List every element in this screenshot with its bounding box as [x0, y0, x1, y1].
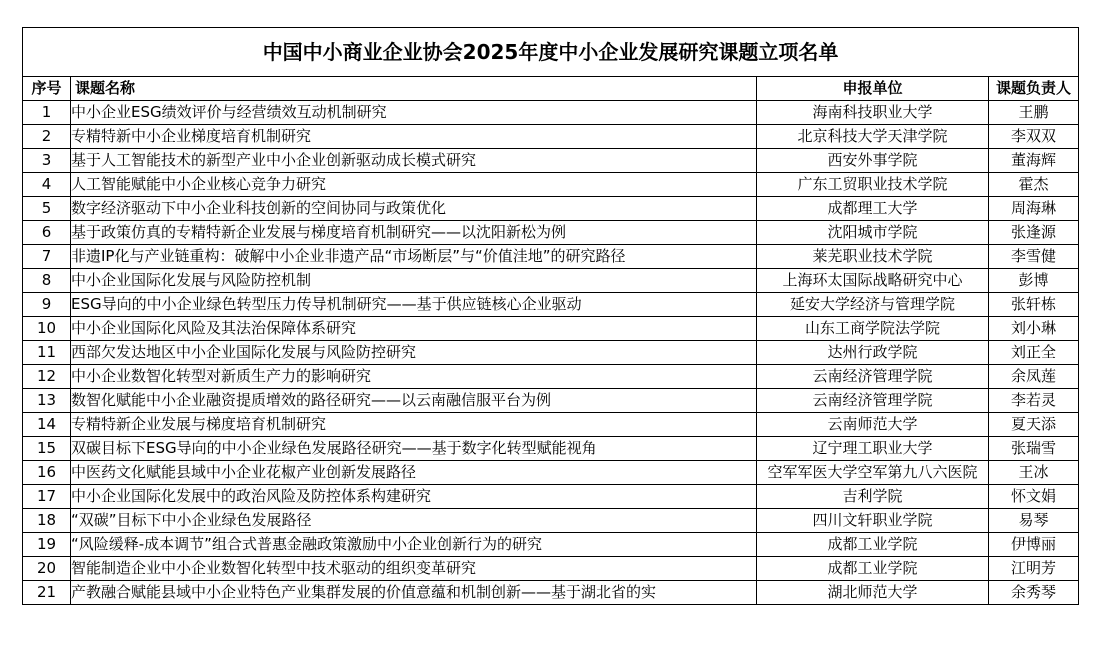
cell-person: 张逢源 — [989, 221, 1079, 245]
cell-project-name: 产教融合赋能县域中小企业特色产业集群发展的价值意蕴和机制创新——基于湖北省的实 — [71, 581, 757, 605]
cell-unit: 四川文轩职业学院 — [757, 509, 989, 533]
cell-unit: 成都理工大学 — [757, 197, 989, 221]
cell-project-name: 数字经济驱动下中小企业科技创新的空间协同与政策优化 — [71, 197, 757, 221]
table-row — [23, 437, 1079, 461]
cell-no: 14 — [23, 413, 71, 437]
page-title: 中国中小商业企业协会2025年度中小企业发展研究课题立项名单 — [23, 28, 1079, 77]
cell-unit: 西安外事学院 — [757, 149, 989, 173]
title-row — [23, 28, 1079, 77]
cell-unit: 沈阳城市学院 — [757, 221, 989, 245]
cell-no: 8 — [23, 269, 71, 293]
table-row — [23, 461, 1079, 485]
cell-no: 15 — [23, 437, 71, 461]
cell-project-name: 非遗IP化与产业链重构：破解中小企业非遗产品“市场断层”与“价值洼地”的研究路径 — [71, 245, 757, 269]
cell-unit: 延安大学经济与管理学院 — [757, 293, 989, 317]
header-row — [23, 77, 1079, 101]
cell-no: 12 — [23, 365, 71, 389]
cell-no: 4 — [23, 173, 71, 197]
project-list-table — [22, 27, 1079, 605]
table-row — [23, 509, 1079, 533]
cell-unit: 吉利学院 — [757, 485, 989, 509]
cell-project-name: 中小企业ESG绩效评价与经营绩效互动机制研究 — [71, 101, 757, 125]
cell-project-name: 专精特新中小企业梯度培育机制研究 — [71, 125, 757, 149]
cell-unit: 辽宁理工职业大学 — [757, 437, 989, 461]
cell-person: 夏天添 — [989, 413, 1079, 437]
cell-no: 20 — [23, 557, 71, 581]
cell-project-name: ESG导向的中小企业绿色转型压力传导机制研究——基于供应链核心企业驱动 — [71, 293, 757, 317]
cell-project-name: 中医药文化赋能县域中小企业花椒产业创新发展路径 — [71, 461, 757, 485]
cell-person: 霍杰 — [989, 173, 1079, 197]
table-row — [23, 485, 1079, 509]
cell-project-name: 专精特新企业发展与梯度培育机制研究 — [71, 413, 757, 437]
cell-person: 张轩栋 — [989, 293, 1079, 317]
cell-project-name: 双碳目标下ESG导向的中小企业绿色发展路径研究——基于数字化转型赋能视角 — [71, 437, 757, 461]
cell-project-name: 智能制造企业中小企业数智化转型中技术驱动的组织变革研究 — [71, 557, 757, 581]
header-no: 序号 — [23, 77, 71, 101]
cell-person: 余秀琴 — [989, 581, 1079, 605]
table-row — [23, 197, 1079, 221]
cell-person: 王冰 — [989, 461, 1079, 485]
cell-person: 易琴 — [989, 509, 1079, 533]
table-row — [23, 341, 1079, 365]
table-row — [23, 317, 1079, 341]
cell-person: 李若灵 — [989, 389, 1079, 413]
cell-unit: 湖北师范大学 — [757, 581, 989, 605]
table-row — [23, 581, 1079, 605]
cell-unit: 云南师范大学 — [757, 413, 989, 437]
cell-no: 13 — [23, 389, 71, 413]
cell-no: 17 — [23, 485, 71, 509]
cell-no: 2 — [23, 125, 71, 149]
cell-person: 彭博 — [989, 269, 1079, 293]
cell-project-name: “双碳”目标下中小企业绿色发展路径 — [71, 509, 757, 533]
cell-person: 伊博丽 — [989, 533, 1079, 557]
table-row — [23, 413, 1079, 437]
cell-person: 王鹏 — [989, 101, 1079, 125]
cell-project-name: 中小企业国际化发展中的政治风险及防控体系构建研究 — [71, 485, 757, 509]
cell-unit: 成都工业学院 — [757, 557, 989, 581]
cell-unit: 空军军医大学空军第九八六医院 — [757, 461, 989, 485]
table-body — [23, 28, 1079, 605]
table-row — [23, 269, 1079, 293]
cell-unit: 云南经济管理学院 — [757, 389, 989, 413]
cell-no: 21 — [23, 581, 71, 605]
cell-unit: 海南科技职业大学 — [757, 101, 989, 125]
cell-person: 怀文娟 — [989, 485, 1079, 509]
cell-person: 余凤莲 — [989, 365, 1079, 389]
table-row — [23, 293, 1079, 317]
cell-no: 9 — [23, 293, 71, 317]
cell-project-name: 数智化赋能中小企业融资提质增效的路径研究——以云南融信服平台为例 — [71, 389, 757, 413]
table-row — [23, 533, 1079, 557]
cell-person: 张瑞雪 — [989, 437, 1079, 461]
cell-person: 周海琳 — [989, 197, 1079, 221]
cell-person: 江明芳 — [989, 557, 1079, 581]
cell-unit: 上海环太国际战略研究中心 — [757, 269, 989, 293]
cell-project-name: 基于人工智能技术的新型产业中小企业创新驱动成长模式研究 — [71, 149, 757, 173]
cell-person: 李双双 — [989, 125, 1079, 149]
table-row — [23, 557, 1079, 581]
cell-project-name: “风险缓释-成本调节”组合式普惠金融政策激励中小企业创新行为的研究 — [71, 533, 757, 557]
cell-no: 11 — [23, 341, 71, 365]
cell-no: 19 — [23, 533, 71, 557]
cell-project-name: 基于政策仿真的专精特新企业发展与梯度培育机制研究——以沈阳新松为例 — [71, 221, 757, 245]
cell-unit: 山东工商学院法学院 — [757, 317, 989, 341]
cell-unit: 北京科技大学天津学院 — [757, 125, 989, 149]
cell-no: 5 — [23, 197, 71, 221]
cell-unit: 莱芜职业技术学院 — [757, 245, 989, 269]
header-name: 课题名称 — [71, 77, 757, 101]
table-row — [23, 389, 1079, 413]
cell-person: 刘小琳 — [989, 317, 1079, 341]
table-row — [23, 149, 1079, 173]
cell-person: 董海辉 — [989, 149, 1079, 173]
table-row — [23, 173, 1079, 197]
cell-no: 18 — [23, 509, 71, 533]
cell-project-name: 西部欠发达地区中小企业国际化发展与风险防控研究 — [71, 341, 757, 365]
cell-unit: 达州行政学院 — [757, 341, 989, 365]
table-row — [23, 245, 1079, 269]
cell-person: 刘正全 — [989, 341, 1079, 365]
header-person: 课题负责人 — [989, 77, 1079, 101]
cell-no: 16 — [23, 461, 71, 485]
cell-no: 10 — [23, 317, 71, 341]
cell-unit: 广东工贸职业技术学院 — [757, 173, 989, 197]
cell-project-name: 中小企业数智化转型对新质生产力的影响研究 — [71, 365, 757, 389]
cell-no: 7 — [23, 245, 71, 269]
table-row — [23, 365, 1079, 389]
cell-project-name: 中小企业国际化发展与风险防控机制 — [71, 269, 757, 293]
cell-unit: 成都工业学院 — [757, 533, 989, 557]
table-row — [23, 221, 1079, 245]
table-row — [23, 101, 1079, 125]
cell-project-name: 中小企业国际化风险及其法治保障体系研究 — [71, 317, 757, 341]
cell-no: 1 — [23, 101, 71, 125]
header-unit: 申报单位 — [757, 77, 989, 101]
table-row — [23, 125, 1079, 149]
cell-no: 6 — [23, 221, 71, 245]
cell-unit: 云南经济管理学院 — [757, 365, 989, 389]
cell-no: 3 — [23, 149, 71, 173]
cell-project-name: 人工智能赋能中小企业核心竞争力研究 — [71, 173, 757, 197]
cell-person: 李雪健 — [989, 245, 1079, 269]
